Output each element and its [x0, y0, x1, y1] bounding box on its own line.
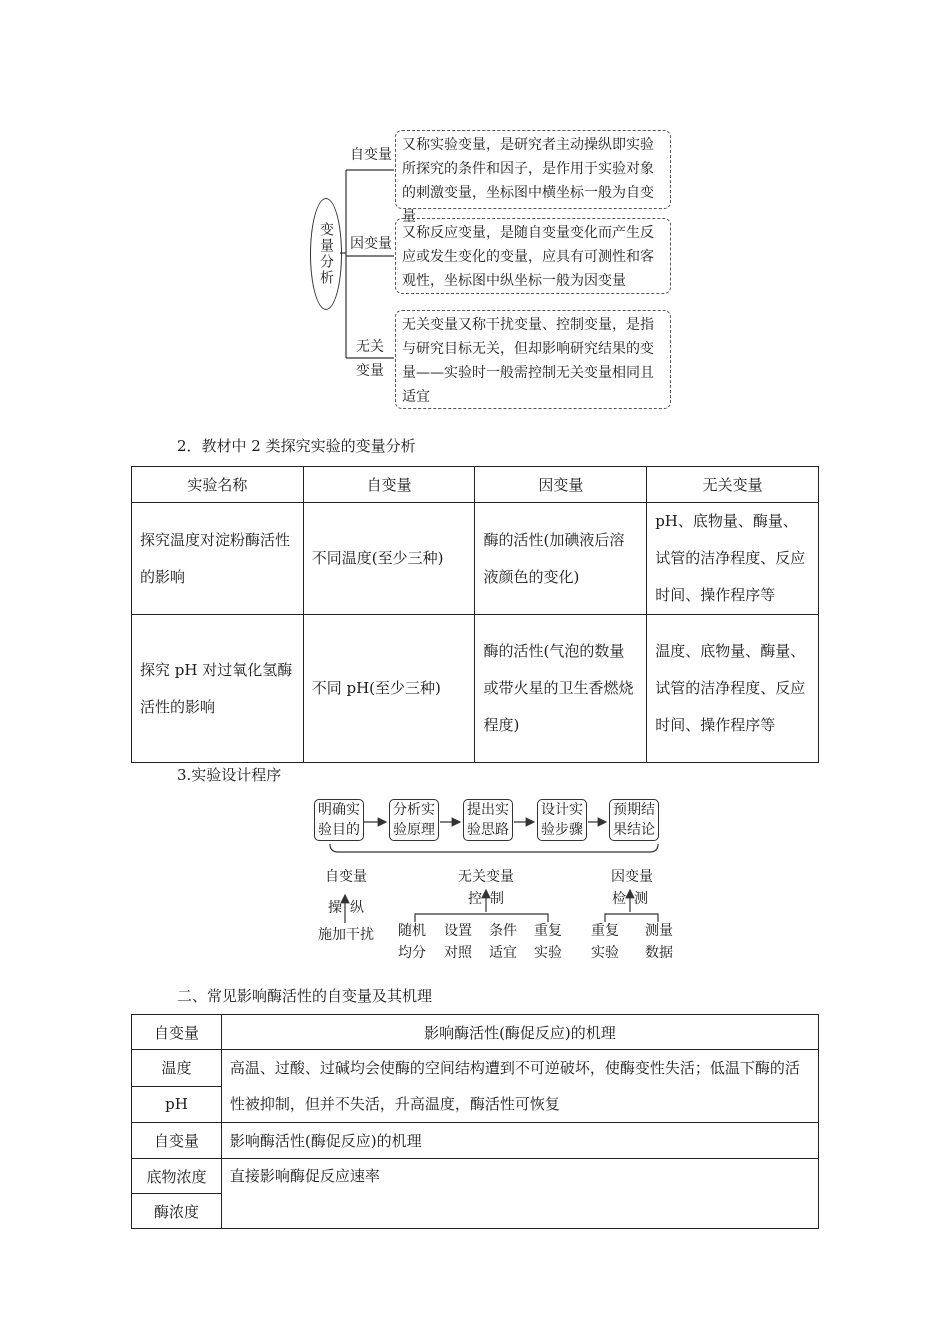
flow-step-4-line1: 设计实: [541, 802, 583, 818]
flow-item-line: 条件: [489, 923, 517, 939]
flow-item-line: 实验: [534, 945, 562, 961]
table-cell: 温度、底物量、酶量、试管的洁净程度、反应时间、操作程序等: [647, 615, 819, 763]
branch-label-dependent: 因变量: [350, 236, 392, 252]
flow-step-4: [537, 799, 587, 841]
table-cell: 不同 pH(至少三种): [303, 615, 475, 763]
table-row: [132, 1050, 819, 1087]
enzyme-mechanism-table: [131, 1014, 819, 1229]
flow-irrelevant-action-2: 制: [490, 891, 504, 907]
table-cell: 探究温度对淀粉酶活性的影响: [132, 503, 304, 615]
header-cell: 实验名称: [132, 467, 304, 503]
flow-item-line: 实验: [591, 945, 619, 961]
table-cell: pH、底物量、酶量、试管的洁净程度、反应时间、操作程序等: [647, 503, 819, 615]
flow-dependent-label: 因变量: [611, 869, 653, 885]
table-row: [132, 1159, 819, 1194]
flow-dependent-item-1: [588, 920, 622, 964]
table-cell: pH: [132, 1086, 222, 1123]
flow-step-2: [389, 799, 439, 841]
table-cell: 直接影响酶促反应速率: [221, 1159, 818, 1229]
table-row: [132, 1123, 819, 1159]
flow-dependent-action-2: 测: [634, 891, 648, 907]
table-cell: 探究 pH 对过氧化氢酶活性的影响: [132, 615, 304, 763]
header-cell: 影响酶活性(酶促反应)的机理: [221, 1015, 818, 1050]
flow-item-line: 均分: [398, 945, 426, 961]
table-cell: 底物浓度: [132, 1159, 222, 1194]
flow-irrelevant-item-2: [441, 920, 475, 964]
flow-irrelevant-label: 无关变量: [458, 869, 514, 885]
table-cell: 影响酶活性(酶促反应)的机理: [221, 1123, 818, 1159]
flow-step-5-line1: 预期结: [613, 802, 655, 818]
table-cell: 酶的活性(加碘液后溶液颜色的变化): [475, 503, 647, 615]
flow-item-line: 测量: [645, 923, 673, 939]
flow-item-line: 适宜: [489, 945, 517, 961]
header-cell: 无关变量: [647, 467, 819, 503]
table-cell: 酶的活性(气泡的数量或带火星的卫生香燃烧程度): [475, 615, 647, 763]
flow-independent-label: 自变量: [325, 869, 367, 885]
flow-step-2-line2: 验原理: [393, 822, 435, 838]
flow-step-3: [463, 799, 513, 841]
variable-analysis-center: 变量分析: [318, 222, 334, 286]
flow-step-3-line2: 验思路: [467, 822, 509, 838]
header-cell: 因变量: [475, 467, 647, 503]
flow-dependent-item-2: [642, 920, 676, 964]
table-cell: 温度: [132, 1050, 222, 1087]
flow-independent-method: 施加干扰: [318, 927, 374, 943]
flow-dependent-action-1: 检: [612, 891, 626, 907]
table-header-row: [132, 1015, 819, 1050]
flow-step-5-line2: 果结论: [613, 822, 655, 838]
independent-description: 又称实验变量，是研究者主动操纵即实验所探究的条件和因子，是作用于实验对象的刺激变量，坐标图中横坐标一般为自变量: [395, 130, 671, 209]
flow-step-1-line1: 明确实: [318, 802, 360, 818]
flow-independent-action-1: 操: [328, 900, 342, 916]
flow-step-2-line1: 分析实: [393, 802, 435, 818]
flow-item-line: 重复: [534, 923, 562, 939]
flow-irrelevant-item-3: [486, 920, 520, 964]
section2-title: 2．教材中 2 类探究实验的变量分析: [177, 437, 416, 455]
section-two-title: 二、常见影响酶活性的自变量及其机理: [177, 987, 433, 1005]
flow-step-4-line2: 验步骤: [541, 822, 583, 838]
branch-label-independent: 自变量: [350, 147, 392, 163]
flow-item-line: 重复: [591, 923, 619, 939]
flow-independent-action-2: 纵: [350, 900, 364, 916]
table-cell: 不同温度(至少三种): [303, 503, 475, 615]
flow-step-3-line1: 提出实: [467, 802, 509, 818]
flow-item-line: 随机: [398, 923, 426, 939]
header-cell: 自变量: [132, 1015, 222, 1050]
irrelevant-description: 无关变量又称干扰变量、控制变量，是指与研究目标无关，但却影响研究结果的变量——实验时一般需控制无关变量相同且适宜: [395, 310, 671, 409]
flow-irrelevant-item-4: [531, 920, 565, 964]
table-cell: 自变量: [132, 1123, 222, 1159]
header-cell: 自变量: [303, 467, 475, 503]
flow-item-line: 设置: [444, 923, 472, 939]
section3-title: 3.实验设计程序: [177, 766, 282, 784]
flow-step-1-line2: 验目的: [318, 822, 360, 838]
table-cell: 高温、过酸、过碱均会使酶的空间结构遭到不可逆破坏，使酶变性失活；低温下酶的活性被抑制，但并不失活，升高温度，酶活性可恢复: [221, 1050, 818, 1123]
flow-irrelevant-item-1: [395, 920, 429, 964]
dependent-description: 又称反应变量，是随自变量变化而产生反应或发生变化的变量，应具有可测性和客观性，坐标图中纵坐标一般为因变量: [395, 218, 671, 294]
flow-step-1: [314, 799, 364, 841]
flow-step-5: [609, 799, 659, 841]
flow-item-line: 数据: [645, 945, 673, 961]
table-cell: 酶浓度: [132, 1194, 222, 1229]
branch-label-irrelevant-2: 变量: [356, 363, 384, 379]
branch-label-irrelevant-1: 无关: [356, 339, 384, 355]
flow-item-line: 对照: [444, 945, 472, 961]
flow-irrelevant-action-1: 控: [468, 891, 482, 907]
